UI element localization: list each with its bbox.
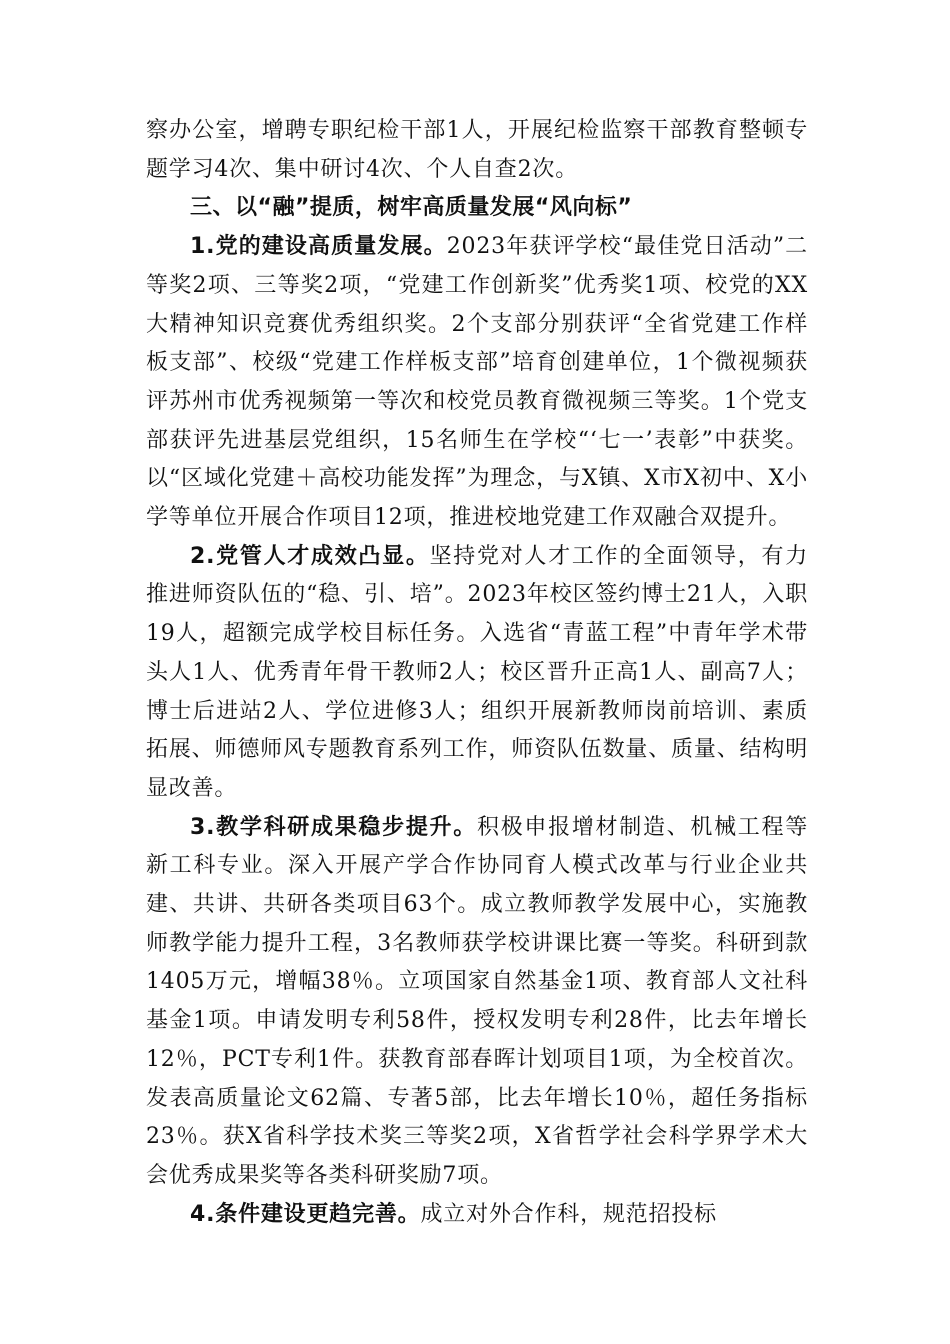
document-body: [146, 112, 808, 1234]
paragraph-lead: 1.党的建设高质量发展。: [190, 234, 447, 260]
paragraph-body: 积极申报增材制造、机械工程等新工科专业。深入开展产学合作协同育人模式改革与行业企业共建、共讲、共研各类项目63个。成立教师教学发展中心，实施教师教学能力提升工程，3名教师获学校讲课比赛一等奖。科研到款1405万元，增幅38％。立项国家自然基金1项、教育部人文社科基金1项。申请发明专利58件，授权发明专利28件，比去年增长12％，PCT专利1件。获教育部春晖计划项目1项，为全校首次。发表高质量论文62篇、专著5部，比去年增长10％，超任务指标23％。获X省科学技术奖三等奖2项，X省哲学社会科学界学术大会优秀成果奖等各类科研奖励7项。: [146, 814, 808, 1188]
paragraph-body: 成立对外合作科，规范招投标: [420, 1201, 717, 1227]
section-heading: 三、以“融”提质，树牢高质量发展“风向标”: [190, 195, 633, 221]
paragraph-item-1: [146, 228, 808, 538]
paragraph-lead: 4.条件建设更趋完善。: [190, 1201, 421, 1227]
paragraph-lead: 2.党管人才成效凸显。: [190, 543, 430, 569]
paragraph-item-3: [146, 809, 808, 1196]
paragraph-body: 2023年获评学校“最佳党日活动”二等奖2项、三等奖2项，“党建工作创新奖”优秀奖1项、校党的XX大精神知识竞赛优秀组织奖。2个支部分别获评“全省党建工作样板支部”、校级“党建工作样板支部”培育创建单位，1个微视频获评苏州市优秀视频第一等次和校党员教育微视频三等奖。1个党支部获评先进基层党组织，15名师生在学校“‘七一’表彰”中获奖。以“区域化党建＋高校功能发挥”为理念，与X镇、X市X初中、X小学等单位开展合作项目12项，推进校地党建工作双融合双提升。: [146, 234, 808, 531]
paragraph-body: 坚持党对人才工作的全面领导，有力推进师资队伍的“稳、引、培”。2023年校区签约博士21人，入职19人，超额完成学校目标任务。入选省“青蓝工程”中青年学术带头人1人、优秀青年骨干教师2人；校区晋升正高1人、副高7人；博士后进站2人、学位进修3人；组织开展新教师岗前培训、素质拓展、师德师风专题教育系列工作，师资队伍数量、质量、结构明显改善。: [146, 543, 808, 801]
paragraph-item-2: [146, 538, 808, 809]
continuation-paragraph: 察办公室，增聘专职纪检干部1人，开展纪检监察干部教育整顿专题学习4次、集中研讨4次、个人自查2次。: [146, 118, 808, 182]
paragraph-item-4: [146, 1196, 808, 1235]
paragraph-lead: 3.教学科研成果稳步提升。: [190, 814, 477, 840]
